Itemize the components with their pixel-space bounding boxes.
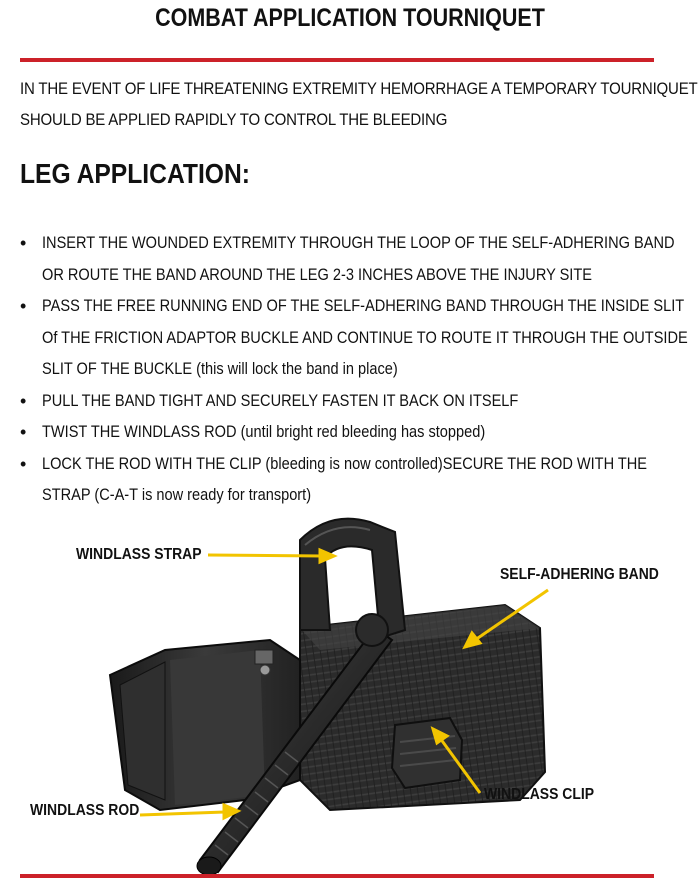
step-item bbox=[20, 291, 688, 386]
steps-list bbox=[20, 228, 688, 512]
bullet-icon: • bbox=[20, 453, 27, 474]
step-item bbox=[20, 228, 675, 291]
arrow-windlass-rod bbox=[140, 812, 225, 815]
step-item bbox=[20, 449, 670, 512]
step-line: OR ROUTE THE BAND AROUND THE LEG 2-3 INCHES ABOVE THE INJURY SITE bbox=[42, 265, 592, 284]
step-line: STRAP (C-A-T is now ready for transport) bbox=[42, 486, 312, 504]
label-self-adhering-band: SELF-ADHERING BAND bbox=[500, 566, 659, 583]
step-line: PULL THE BAND TIGHT AND SECURELY FASTEN IT BACK ON ITSELF bbox=[42, 391, 519, 410]
section-heading-leg-application: LEG APPLICATION: bbox=[20, 158, 250, 189]
label-windlass-strap: WINDLASS STRAP bbox=[76, 546, 202, 563]
step-line: SLIT OF THE BUCKLE (this will lock the band in place) bbox=[42, 360, 398, 378]
top-rule-divider bbox=[20, 58, 654, 62]
label-windlass-clip: WINDLASS CLIP bbox=[484, 786, 595, 803]
page-title: COMBAT APPLICATION TOURNIQUET bbox=[155, 4, 545, 32]
intro-paragraph bbox=[20, 74, 698, 136]
step-line: TWIST THE WINDLASS ROD (until bright red bleeding has stopped) bbox=[42, 423, 486, 441]
step-line: PASS THE FREE RUNNING END OF THE SELF-ADHERING BAND THROUGH THE INSIDE SLIT bbox=[42, 297, 685, 315]
bottom-rule-divider bbox=[20, 874, 654, 878]
arrow-windlass-strap bbox=[208, 555, 322, 556]
step-item bbox=[20, 417, 670, 449]
intro-line: IN THE EVENT OF LIFE THREATENING EXTREMITY HEMORRHAGE A TEMPORARY TOURNIQUET bbox=[20, 80, 698, 98]
step-item bbox=[20, 386, 670, 418]
step-line: Of THE FRICTION ADAPTOR BUCKLE AND CONTINUE TO ROUTE IT THROUGH THE OUTSIDE bbox=[42, 328, 688, 347]
bullet-icon: • bbox=[20, 296, 27, 316]
bullet-icon: • bbox=[20, 233, 27, 253]
intro-line: SHOULD BE APPLIED RAPIDLY TO CONTROL THE BLEEDING bbox=[20, 111, 448, 129]
label-windlass-rod: WINDLASS ROD bbox=[30, 802, 140, 819]
step-line: LOCK THE ROD WITH THE CLIP (bleeding is now controlled)SECURE THE ROD WITH THE bbox=[42, 454, 648, 473]
bullet-icon: • bbox=[20, 390, 27, 411]
step-line: INSERT THE WOUNDED EXTREMITY THROUGH THE LOOP OF THE SELF-ADHERING BAND bbox=[42, 234, 675, 252]
bullet-icon: • bbox=[20, 422, 27, 442]
